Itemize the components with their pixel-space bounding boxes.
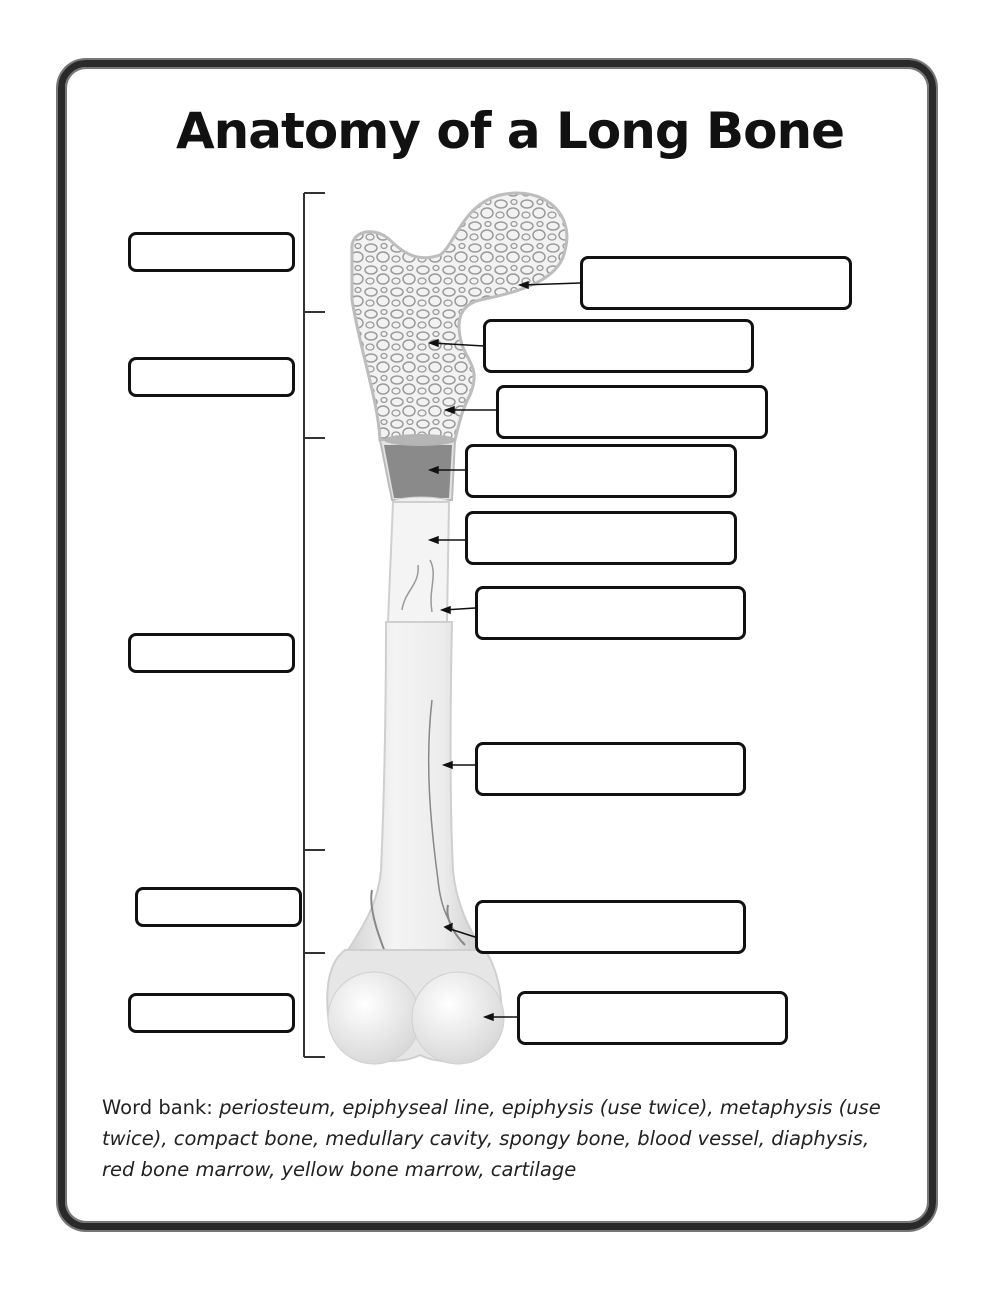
label-box-right-6[interactable] [475, 586, 746, 640]
label-box-left-2[interactable] [128, 357, 295, 397]
word-bank-terms: periosteum, epiphyseal line, epiphysis (use twice), metaphysis (use twice), compact bone, medullary cavity, spongy bone, blood vessel, diaphysis, red bone marrow, yellow bone marrow, cartilage [102, 1096, 881, 1181]
label-box-right-2[interactable] [483, 319, 754, 373]
label-box-right-9[interactable] [517, 991, 788, 1045]
region-bracket [304, 193, 325, 1057]
label-box-right-4[interactable] [465, 444, 737, 498]
label-box-left-3[interactable] [128, 633, 295, 673]
label-box-right-7[interactable] [475, 742, 746, 796]
word-bank [102, 1092, 902, 1185]
label-box-right-1[interactable] [580, 256, 852, 310]
label-box-right-5[interactable] [465, 511, 737, 565]
word-bank-prefix: Word bank: [102, 1096, 220, 1119]
label-box-right-3[interactable] [496, 385, 768, 439]
label-box-left-1[interactable] [128, 232, 295, 272]
label-box-right-8[interactable] [475, 900, 746, 954]
medullary-cavity [380, 434, 456, 622]
page-title: Anatomy of a Long Bone [175, 102, 844, 160]
label-box-left-4[interactable] [135, 887, 302, 927]
distal-epiphysis [327, 950, 504, 1064]
label-box-left-5[interactable] [128, 993, 295, 1033]
